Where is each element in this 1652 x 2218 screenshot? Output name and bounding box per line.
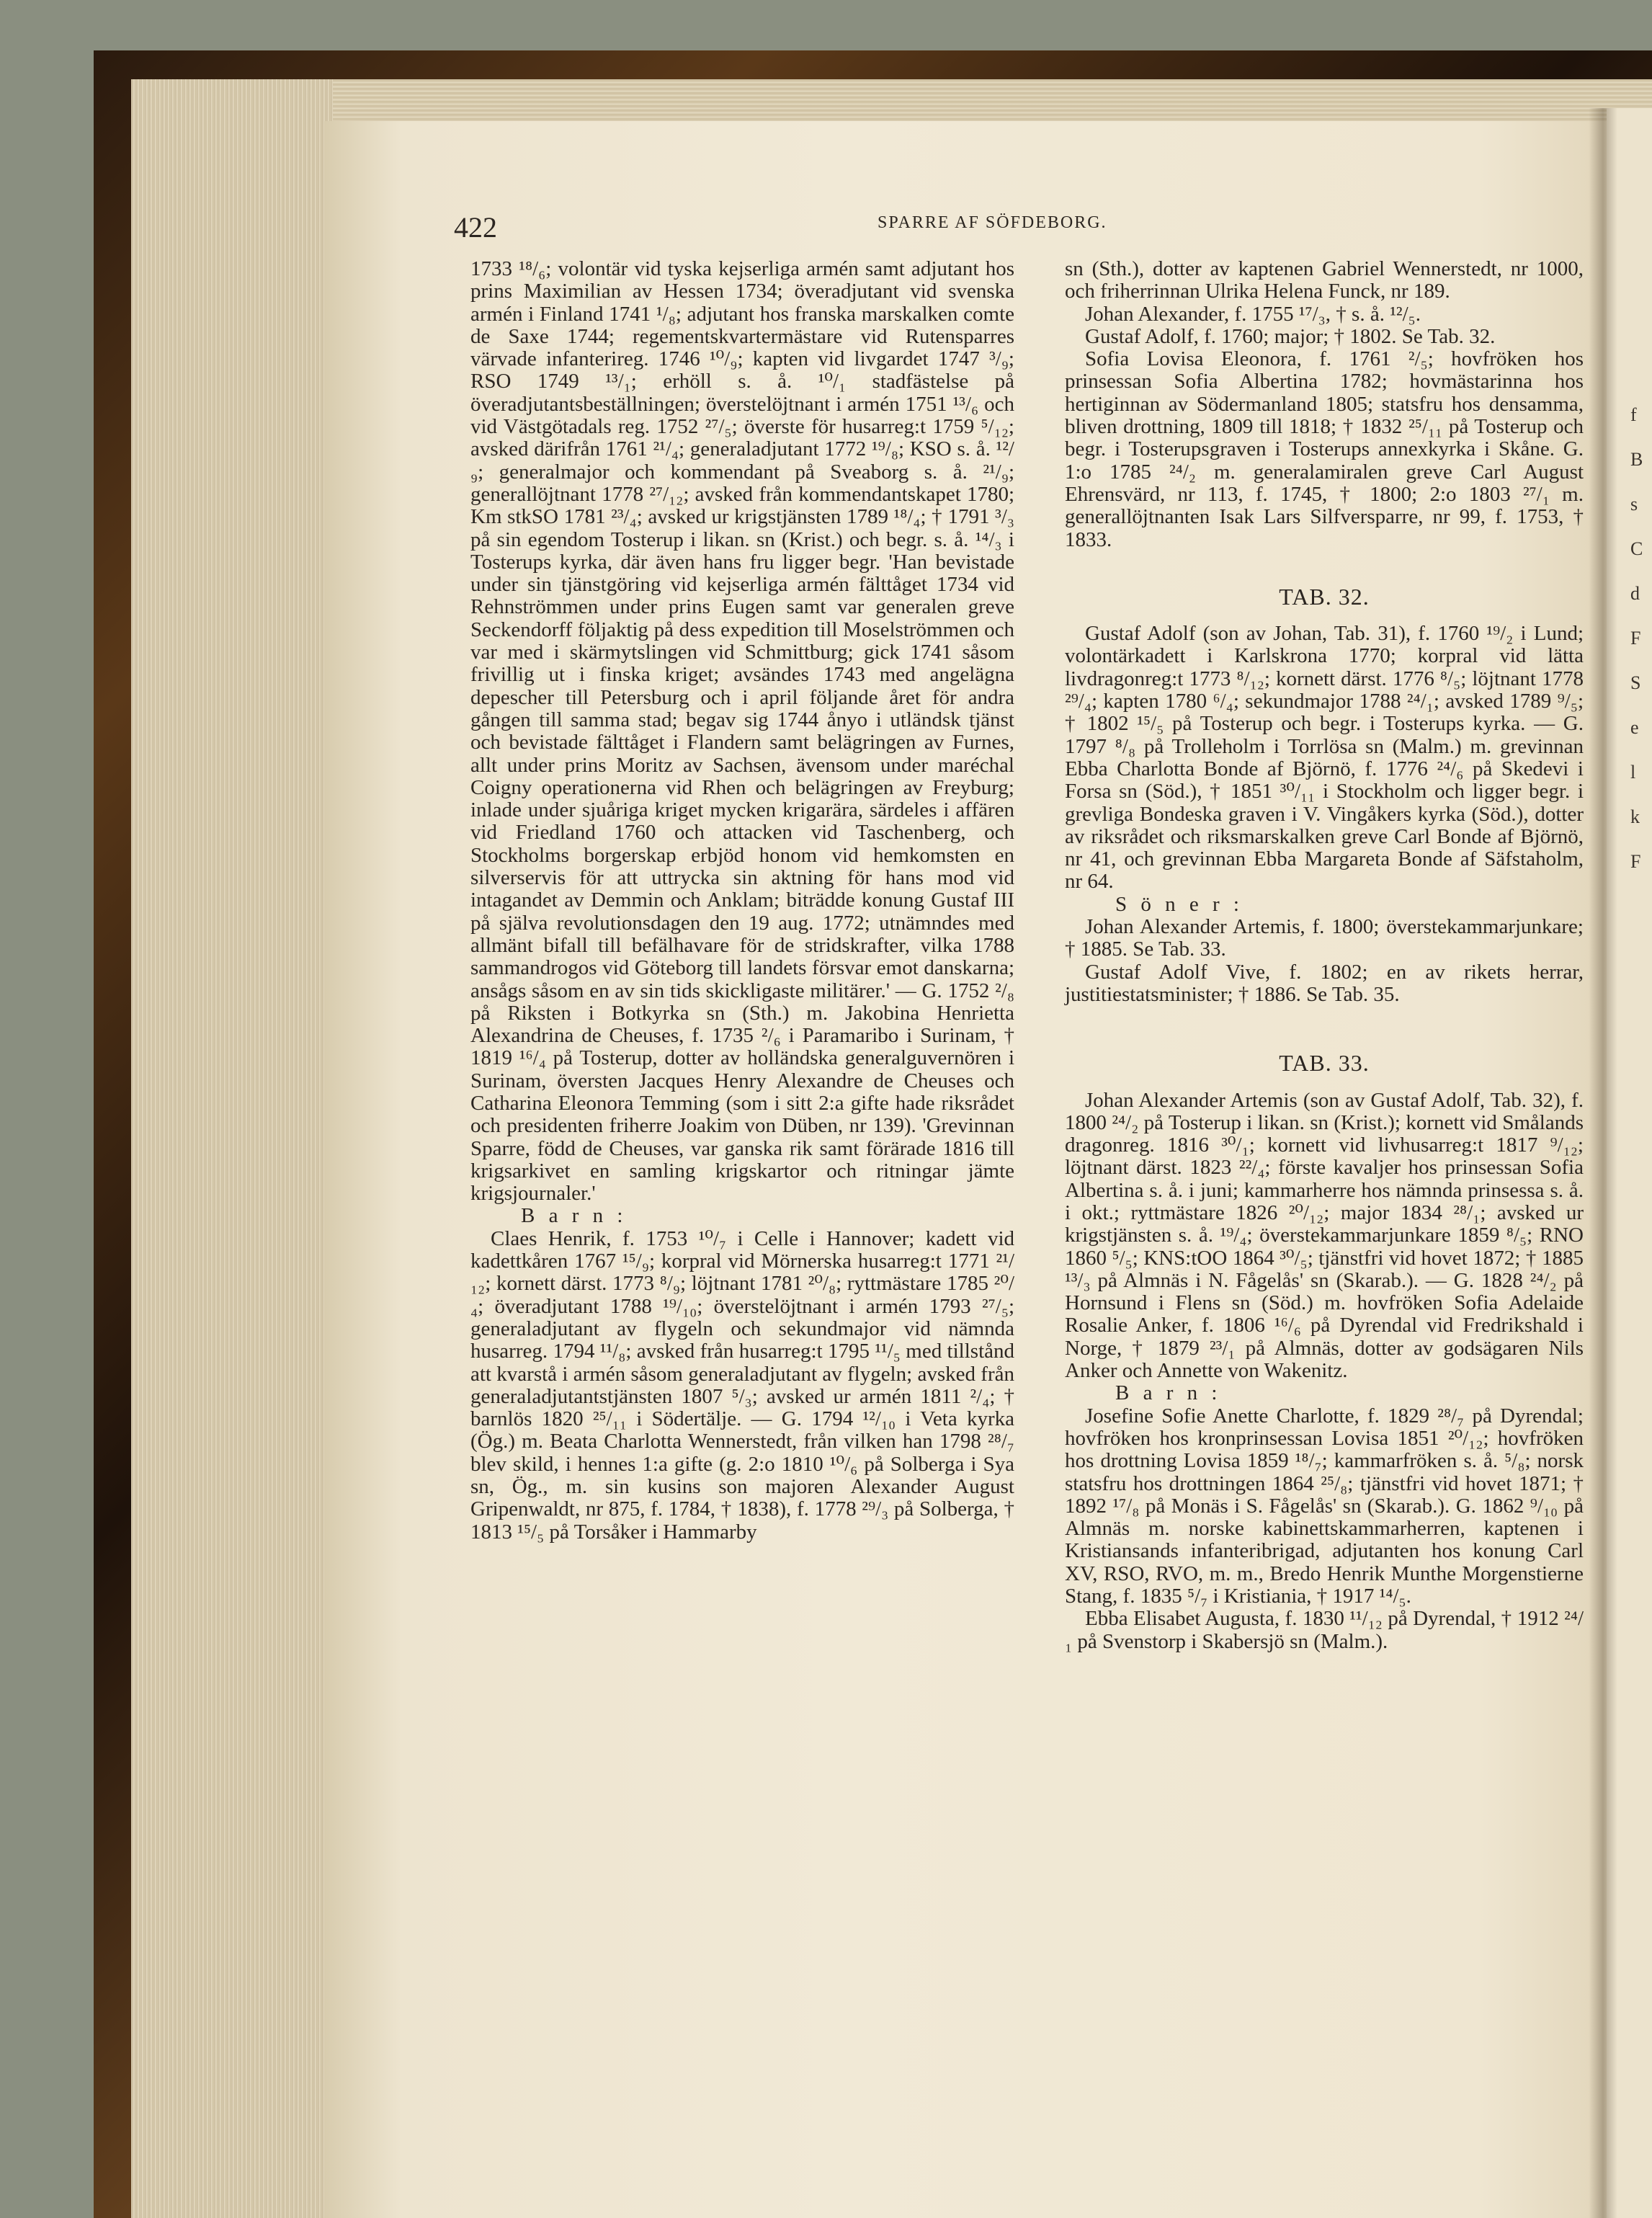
edge-letter: B [1630,449,1643,470]
son-entry: Gustaf Adolf Vive, f. 1802; en av rikets herrar, justitiestatsminister; † 1886. Se Tab. 35. [1065,960,1584,1006]
tab-33-body: Johan Alexander Artemis (son av Gustaf Adolf, Tab. 32), f. 1800 ²⁴/₂ på Tosterup i likan. sn (Krist.); kornett vid Smålands dragonreg. 1816 ³⁰/₁; kornett vid livhusarreg:t 1817 ⁹/₁₂; löjtnant därst. 1823 ²²/₄; förste kavaljer hos prinsessan Sofia Albertina s. å. i juni; kammarherre hos nämnda prinsessa s. å. i okt.; ryttmästare 1826 ²⁰/₁₂; major 1834 ²⁸/₁; avsked ur krigstjänsten s. å. ¹⁹/₄; överstekammarjunkare 1859 ⁸/₅; RNO 1860 ⁵/₅; KNS:tOO 1864 ³⁰/₅; tjänstfri vid hovet 1872; † 1885 ¹³/₃ på Almnäs i N. Fågelås' sn (Skarab.). — G. 1828 ²⁴/₂ på Hornsund i Flens sn (Söd.) m. hovfröken Sofia Adelaide Rosalie Anker, f. 1806 ¹⁶/₆ på Dyrendal vid Fredrikshald i Norge, † 1879 ²³/₁ på Almnäs, dotter av godsägaren Nils Anker och Annette von Wakenitz. [1065,1088,1584,1383]
entry-gustaf-adolf: Gustaf Adolf, f. 1760; major; † 1802. Se Tab. 32. [1085,324,1496,348]
edge-letter: C [1630,538,1643,559]
edge-letter: l [1630,762,1636,783]
tab-32-body: Gustaf Adolf (son av Johan, Tab. 31), f. 1760 ¹⁹/₂ i Lund; volontärkadett i Karlskrona 1770; korpral vid lätta livdragonreg:t 1773 ⁸/₁₂; kornett därst. 1776 ⁸/₅; löjtnant 1778 ²⁹/₄; kapten 1780 ⁶/₄; sekundmajor 1788 ²⁴/₁; avsked 1789 ⁹/₅; † 1802 ¹⁵/₅ på Tosterup och begr. i Tosterups kyrka. — G. 1797 ⁸/₈ på Trolleholm i Torrlösa sn (Malm.) m. grevinnan Ebba Charlotta Bonde af Björnö, f. 1776 ²⁴/₆ på Skedevi i Forsa sn (Söd.), † 1851 ³⁰/₁₁ i Stockholm och ligger begr. i grevliga Bondeska graven i V. Vingåkers kyrka (Söd.), dotter av riksrådet och riksmarskalken greve Carl Bonde af Björnö, nr 41, och grevinnan Ebba Margareta Bonde af Säfstaholm, nr 64. [1065,622,1584,894]
entry-sofia-lovisa: Sofia Lovisa Eleonora, f. 1761 ²/₅; hovfröken hos prinsessan Sofia Albertina 1782; hovmästarinna hos hertiginnan av Södermanland 1805; statsfru hos densamma, bliven drottning, 1809 till 1818; † 1832 ²⁵/₁₁ på Tosterup och begr. i Tosterupsgraven i Tosterups annexkyrka i Skåne. G. 1:o 1785 ²⁴/₂ m. generalamiralen greve Carl August Ehrensvärd, nr 113, f. 1745, † 1800; 2:o 1803 ²⁷/₁ m. generallöjtnanten Isak Lars Silfversparre, nr 99, f. 1753, † 1833. [1065,347,1584,551]
page-edges-left [131,79,333,2218]
sons-label: S ö n e r : [1115,892,1244,916]
adjacent-page-text [1630,404,1652,895]
left-column [470,258,1014,1544]
edge-letter: S [1630,672,1641,693]
running-head: SPARRE AF SÖFDEBORG. [878,213,1107,232]
children-label: B a r n : [521,1204,628,1228]
children-label-tab33: B a r n : [1115,1381,1222,1405]
paragraph-continuation: 1733 ¹⁸/₆; volontär vid tyska kejserliga armén samt adjutant hos prins Maximilian av Hessen 1734; överadjutant vid svenska armén i Finland 1741 ¹/₈; adjutant hos franska marskalken comte de Saxe 1744; regementskvartermästare vid Rutensparres värvade infanterireg. 1746 ¹⁰/₉; kapten vid livgardet 1747 ³/₉; RSO 1749 ¹³/₁; erhöll s. å. ¹⁰/₁ stadfästelse på överadjutantsbeställningen; överstelöjtnant i armén 1751 ¹³/₆ och vid Västgötadals reg. 1752 ²⁷/₅; överste för husarreg:t 1759 ⁵/₁₂; avsked därifrån 1761 ²¹/₄; generaladjutant 1772 ¹⁹/₈; KSO s. å. ¹²/₉; generalmajor och kommendant på Sveaborg s. å. ²¹/₉; generallöjtnant 1778 ²⁷/₁₂; avsked från kommendantskapet 1780; Km stkSO 1781 ²³/₄; avsked ur krigstjänsten 1789 ¹⁸/₄; † 1791 ³/₃ på sin egendom Tosterup i likan. sn (Krist.) och begr. s. å. ¹⁴/₃ i Tosterups kyrka, där även hans fru ligger begr. 'Han bevistade under sin tjänstgöring vid kejserliga armén fälttåget 1734 vid Rehnströmmen under prins Eugen samt var generalen greve Seckendorff följaktig på dess expedition till Moselströmmen och var med i skärmytslingen vid Schmittburg; gick 1741 såsom frivillig ut i finska kriget; avsändes 1743 med angelägna depescher till Petersburg och i april följande året för andra gången till samma stad; begav sig 1744 ånyo i utländsk tjänst och bevistade fälttåget i Flandern samt belägringen av Furnes, allt under prins Moritz av Sachsen, ävensom under maréchal Coigny operationerna vid Rhen och belägringen av Freyburg; inlade under sjuåriga kriget mycken krigarära, särdeles i affären vid Friedland 1760 och attacken vid Taschenberg, och Stockholms borgerskap erbjöd honom vid hemkomsten en silverservis för att uttrycka sin aktning för hans mod vid intagandet av Demmin och Anklam; biträdde konung Gustaf III på själva revolutionsdagen den 19 aug. 1772; utnämndes med allmänt bifall till befälhavare för de stridskrafter, vilka 1788 sammandrogos vid Göteborg till landets försvar emot danskarna; ansågs såsom en av sin tids skickligaste militärer.' — G. 1752 ²/₈ på Riksten i Botkyrka sn (Sth.) m. Jakobina Henrietta Alexandrina de Cheuses, f. 1735 ²/₆ i Paramaribo i Surinam, † 1819 ¹⁶/₄ på Tosterup, dotter av holländska generalguvernören i Surinam, översten Jacques Henry Alexandre de Cheuses och Catharina Eleonora Temming (som i sitt 2:a gifte hade riksrådet och presidenten friherre Joakim von Düben, nr 139). 'Grevinnan Sparre, född de Cheuses, var ganska rik samt förärade 1816 till krigsarkivet en samling krigskartor och ritningar jämte krigsjournaler.' [470,257,1014,1206]
edge-letter: F [1630,628,1641,649]
child-entry: Josefine Sofie Anette Charlotte, f. 1829 ²⁸/₇ på Dyrendal; hovfröken hos kronprinsessan Lovisa 1851 ²⁰/₁₂; hovfröken hos drottning Lovisa 1859 ¹⁸/₇; kammarfröken s. å. ⁵/₈; norsk statsfru hos drottningen 1864 ²⁵/₈; tjänstfri vid hovet 1871; † 1892 ¹⁷/₈ på Monäs i S. Fågelås' sn (Skarab.). G. 1862 ⁹/₁₀ på Almnäs m. norske kabinettskammarherren, kaptenen i Kristiansands infanteribrigad, adjutanten hos konung Carl XV, RSO, RVO, m. m., Bredo Henrik Munthe Morgenstierne Stang, f. 1835 ⁵/₇ i Kristiania, † 1917 ¹⁴/₅. [1065,1404,1584,1608]
edge-letter: e [1630,717,1639,738]
edge-letter: d [1630,583,1640,604]
son-entry: Johan Alexander Artemis, f. 1800; överstekammarjunkare; † 1885. Se Tab. 33. [1065,915,1584,961]
edge-letter: f [1630,404,1637,425]
tab-33-heading: TAB. 33. [1279,1050,1370,1077]
paragraph-continuation-right: sn (Sth.), dotter av kaptenen Gabriel Wennerstedt, nr 1000, och friherrinnan Ulrika Helena Funck, nr 189. [1065,257,1584,303]
page-gutter [1589,108,1617,2218]
entry-claes-henrik: Claes Henrik, f. 1753 ¹⁰/₇ i Celle i Hannover; kadett vid kadettkåren 1767 ¹⁵/₉; korpral vid Mörnerska husarreg:t 1771 ²¹/₁₂; kornett därst. 1773 ⁸/₉; löjtnant 1781 ²⁰/₈; ryttmästare 1785 ²⁰/₄; överadjutant 1788 ¹⁹/₁₀; överstelöjtnant i armén 1793 ²⁷/₅; generaladjutant av flygeln och sekundmajor vid nämnda husarreg. 1794 ¹¹/₈; avsked från husarreg:t 1795 ¹¹/₅ med tillstånd att kvarstå i armén såsom generaladjutant av flygeln; avsked från generaladjutantstjänsten 1807 ⁵/₃; avsked ur armén 1811 ²/₄; † barnlös 1820 ²⁵/₁₁ i Södertälje. — G. 1794 ¹²/₁₀ i Veta kyrka (Ög.) m. Beata Charlotta Wennerstedt, från vilken han 1798 ²⁸/₇ blev skild, i hennes 1:a gifte (g. 2:o 1810 ¹⁰/₆ på Solberga i Sya sn, Ög., m. sin kusins son majoren Alexander August Gripenwaldt, nr 875, f. 1784, † 1838), f. 1778 ²⁹/₃ på Solberga, † 1813 ¹⁵/₅ på Torsåker i Hammarby [470,1226,1014,1544]
edge-letter: k [1630,806,1640,827]
child-entry: Ebba Elisabet Augusta, f. 1830 ¹¹/₁₂ på Dyrendal, † 1912 ²⁴/₁ på Svenstorp i Skabersjö sn (Malm.). [1065,1607,1584,1653]
page-number: 422 [454,211,497,244]
edge-letter: s [1630,494,1638,515]
entry-johan-alexander: Johan Alexander, f. 1755 ¹⁷/₃, † s. å. ¹²/₅. [1085,302,1421,326]
edge-letter: F [1630,851,1641,872]
tab-32-heading: TAB. 32. [1279,583,1370,610]
right-column [1065,258,1584,1653]
